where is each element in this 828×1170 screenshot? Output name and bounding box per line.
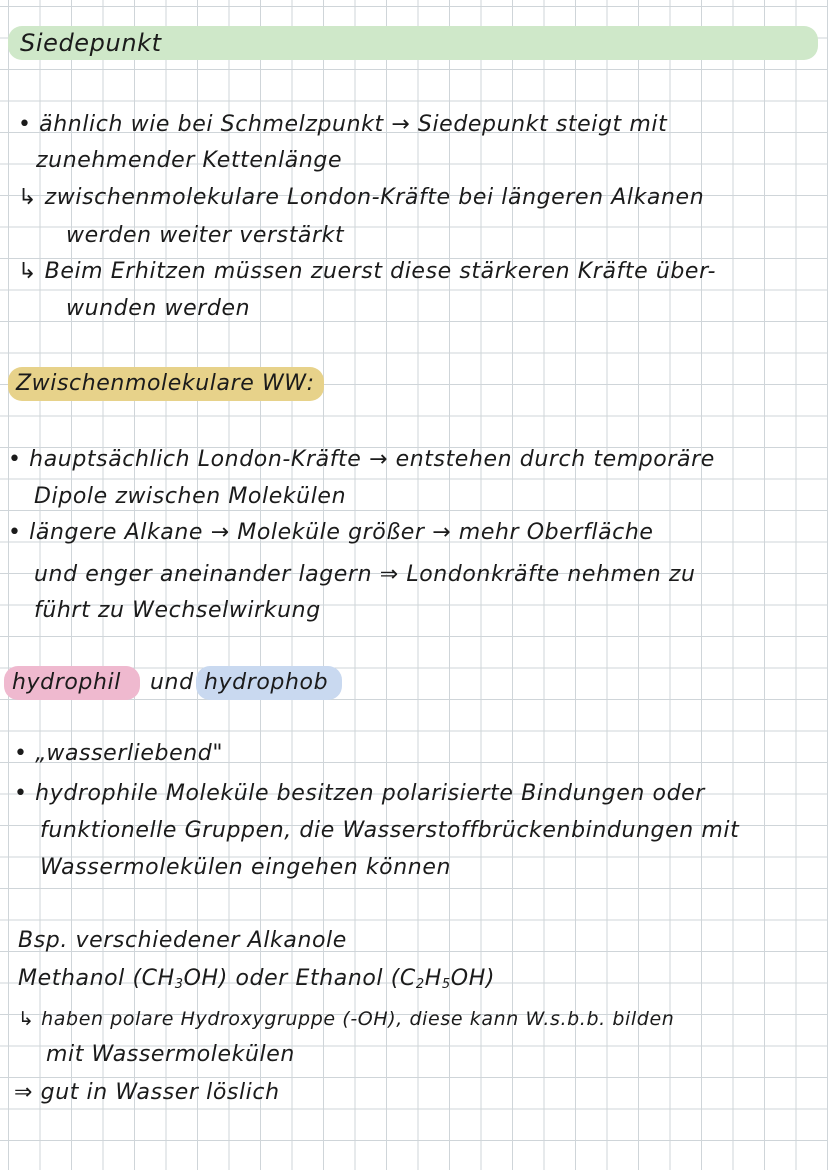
text-line: Dipole zwischen Molekülen bbox=[34, 484, 347, 509]
text-line: Bsp. verschiedener Alkanole bbox=[18, 928, 347, 953]
heading-siedepunkt: Siedepunkt bbox=[20, 29, 162, 57]
ethanol-subscript-c: 2 bbox=[415, 977, 425, 992]
ethanol-text-oh: OH) bbox=[450, 966, 496, 991]
text-line: werden weiter verstärkt bbox=[66, 223, 345, 248]
text-line: und enger aneinander lagern ⇒ Londonkräfte nehmen zu bbox=[34, 562, 696, 587]
text-line: ⇒ gut in Wasser löslich bbox=[14, 1080, 280, 1105]
text-line: ↳ Beim Erhitzen müssen zuerst diese stärkeren Kräfte über- bbox=[18, 259, 717, 284]
text-line: • „wasserliebend" bbox=[14, 741, 224, 766]
heading-hydrophil: hydrophil bbox=[12, 670, 121, 695]
ethanol-text: OH) oder Ethanol (C bbox=[183, 966, 416, 991]
heading-zwischenmolekulare-ww: Zwischenmolekulare WW: bbox=[16, 371, 315, 396]
text-line: • hydrophile Moleküle besitzen polarisierte Bindungen oder bbox=[14, 781, 705, 806]
text-line: führt zu Wechselwirkung bbox=[34, 598, 321, 623]
ethanol-text-h: H bbox=[424, 966, 442, 991]
text-line-methanol-ethanol bbox=[18, 966, 495, 992]
text-line: zunehmender Kettenlänge bbox=[36, 148, 343, 173]
methanol-text: Methanol (CH bbox=[18, 966, 175, 991]
text-line: wunden werden bbox=[66, 296, 251, 321]
methanol-subscript: 3 bbox=[174, 977, 184, 992]
text-line: funktionelle Gruppen, die Wasserstoffbrückenbindungen mit bbox=[40, 818, 740, 843]
heading-und: und bbox=[150, 670, 194, 695]
text-line: Wassermolekülen eingehen können bbox=[40, 855, 452, 880]
text-line: • ähnlich wie bei Schmelzpunkt → Siedepunkt steigt mit bbox=[18, 112, 668, 137]
ethanol-subscript-h: 5 bbox=[441, 977, 451, 992]
text-line: • hauptsächlich London-Kräfte → entstehen durch temporäre bbox=[8, 447, 715, 472]
text-line: • längere Alkane → Moleküle größer → mehr Oberfläche bbox=[8, 520, 654, 545]
text-line: ↳ haben polare Hydroxygruppe (-OH), diese kann W.s.b.b. bilden bbox=[18, 1008, 675, 1030]
heading-hydrophob: hydrophob bbox=[204, 670, 329, 695]
text-line: ↳ zwischenmolekulare London-Kräfte bei längeren Alkanen bbox=[18, 185, 705, 210]
text-line: mit Wassermolekülen bbox=[46, 1042, 295, 1067]
